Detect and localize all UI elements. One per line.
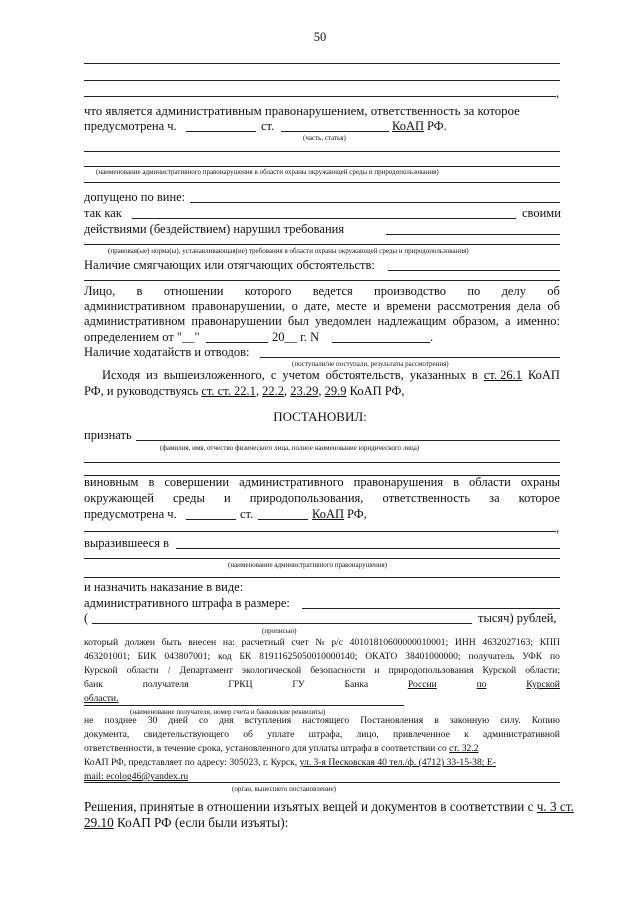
word: которого xyxy=(244,284,292,298)
word: административном xyxy=(84,299,186,313)
word: позднее xyxy=(104,715,137,726)
caption: (поступали/не поступали, результаты рассмотрения) xyxy=(292,360,449,368)
koap-link[interactable]: КоАП xyxy=(312,507,345,521)
word: виновным xyxy=(84,475,139,489)
word: со xyxy=(198,715,209,726)
word: природопользования, xyxy=(249,491,364,505)
justified-line xyxy=(84,679,560,691)
word: не xyxy=(84,715,94,726)
caption: (часть, статья) xyxy=(303,134,346,142)
word: штрафа, xyxy=(308,729,343,740)
caption: (фамилия, имя, отчество физического лица, полное наименование юридического лица) xyxy=(160,444,420,452)
word: / xyxy=(167,665,171,676)
blank-line xyxy=(84,80,560,81)
word: быть xyxy=(161,637,182,648)
word: расчетный xyxy=(241,637,285,648)
word: код xyxy=(218,651,232,662)
word: рассмотрения xyxy=(437,299,511,313)
justified-line xyxy=(102,368,560,382)
article-link[interactable]: 29.10 xyxy=(84,815,114,830)
text-line: тысяч) рублей, xyxy=(478,611,557,625)
word: лицо, xyxy=(356,729,379,740)
address-link[interactable]: ул. 3-я Песковская 40 тел./ф. (4712) 33-15-38; E- xyxy=(299,757,496,768)
text-line: выразившееся в xyxy=(84,536,169,550)
blank-line xyxy=(84,96,556,97)
word: в xyxy=(148,475,155,489)
section-heading: ПОСТАНОВИЛ: xyxy=(273,409,367,424)
justified-line xyxy=(84,284,560,298)
word: времени xyxy=(386,299,431,313)
blank-line xyxy=(84,705,404,706)
blank-line xyxy=(84,182,560,183)
petitions-field[interactable] xyxy=(260,357,560,358)
word: охраны xyxy=(520,475,560,489)
caption: (наименование получателя, номер счета и банковские реквизиты) xyxy=(130,708,326,716)
word: ведется xyxy=(312,284,353,298)
text-line: так как xyxy=(84,206,122,220)
word: которое xyxy=(518,491,560,505)
word: документа, xyxy=(84,729,130,740)
word: Копию xyxy=(531,715,560,726)
word: который xyxy=(84,637,119,648)
text-line: 20__ г. N xyxy=(272,330,320,344)
word: окружающей xyxy=(84,491,154,505)
text-line: ст. xyxy=(261,119,275,133)
word-link[interactable]: по xyxy=(476,679,487,690)
word: в xyxy=(453,475,460,489)
word: правонарушении, xyxy=(191,299,286,313)
blank-line xyxy=(84,531,556,532)
word-link[interactable]: Курской xyxy=(526,679,560,690)
text-line: действиями (бездействием) нарушил требования xyxy=(84,222,345,236)
word: КоАП xyxy=(527,368,560,382)
word: об xyxy=(547,299,560,313)
word: об xyxy=(547,284,560,298)
text-line: РФ. xyxy=(427,119,447,133)
word: из xyxy=(146,368,158,382)
article-field[interactable] xyxy=(281,131,389,132)
text-line: признать xyxy=(84,428,132,442)
blank-line xyxy=(84,577,560,578)
word: силу. xyxy=(500,715,521,726)
number-field[interactable] xyxy=(332,342,430,343)
word: вступления xyxy=(244,715,292,726)
word: свидетельствующего xyxy=(143,729,229,740)
word: законную xyxy=(449,715,490,726)
word: об xyxy=(243,729,253,740)
justified-line xyxy=(84,665,560,677)
word: 043807001; xyxy=(164,651,211,662)
separator: , xyxy=(255,384,263,398)
word: а xyxy=(504,314,511,328)
justified-line xyxy=(84,314,560,328)
text-line: административного штрафа в размере: xyxy=(84,596,290,610)
word: экологической xyxy=(241,665,302,676)
word: уплате xyxy=(267,729,295,740)
word: области xyxy=(469,475,511,489)
word: ГУ xyxy=(292,679,305,690)
word-link[interactable]: области. xyxy=(84,693,119,704)
text-line: ( xyxy=(84,611,89,625)
word: 40101810600000010001; xyxy=(349,637,449,648)
text-span: ответственности, в течение срока, установленного для уплаты штрафа в соответствии со xyxy=(84,743,450,754)
word: в xyxy=(434,715,439,726)
word: к xyxy=(464,729,469,740)
text-line xyxy=(84,815,288,830)
word: делу xyxy=(501,284,526,298)
word: Исходя xyxy=(102,368,141,382)
separator: , xyxy=(318,384,325,398)
text-line: что является административным правонарушением, ответственность за которое xyxy=(84,104,520,118)
word: 38401000000; xyxy=(405,651,461,662)
justified-line xyxy=(84,729,560,741)
word: ответственность xyxy=(382,491,471,505)
text-line xyxy=(84,384,405,398)
word: дате, xyxy=(304,299,330,313)
article-link[interactable]: 22.2 xyxy=(262,384,284,398)
text-line: допущено по вине: xyxy=(84,190,186,204)
word: УФК xyxy=(522,651,543,662)
word: образом, xyxy=(452,314,499,328)
reason-field[interactable] xyxy=(132,218,516,219)
text-line xyxy=(84,743,479,755)
text-line: и назначить наказание в виде: xyxy=(84,580,244,594)
word: совершении xyxy=(164,475,230,489)
text-line: определением от "__" xyxy=(84,330,200,344)
text-line: предусмотрена ч. xyxy=(84,119,177,133)
word: административном xyxy=(84,314,186,328)
word: банк xyxy=(84,679,103,690)
word: в xyxy=(136,284,143,298)
word: 4632027163; xyxy=(482,637,534,648)
word: с xyxy=(270,368,277,382)
word: настоящего xyxy=(302,715,350,726)
word: надлежащим xyxy=(377,314,447,328)
word: 81911625050010000140; xyxy=(259,651,358,662)
blank-line xyxy=(84,151,560,152)
word: был xyxy=(287,314,309,328)
word: ИНН xyxy=(454,637,476,648)
word: месте xyxy=(336,299,367,313)
word: за xyxy=(489,491,500,505)
article-link[interactable]: ч. 3 ст. xyxy=(536,799,574,814)
text-line xyxy=(84,799,574,814)
word: обстоятельств, xyxy=(325,368,404,382)
word: внесен xyxy=(188,637,217,648)
text-span: КоАП РФ, xyxy=(349,384,405,398)
text-line: Наличие смягчающих или отягчающих обстоятельств: xyxy=(84,258,375,272)
word: ГРКЦ xyxy=(228,679,253,690)
comma: , xyxy=(556,521,560,535)
word: должен xyxy=(124,637,155,648)
word: дня xyxy=(219,715,234,726)
word: дела xyxy=(517,299,541,313)
caption: (правовая(ые) норма(ы), устанавливающая(ие) требования в области охраны окружающей среды и природопользования) xyxy=(108,247,469,255)
word: области; xyxy=(525,665,560,676)
page-number: 50 xyxy=(313,30,327,44)
part-field[interactable] xyxy=(186,519,236,520)
article-link[interactable]: ст. 26.1 xyxy=(483,368,522,382)
word: среды xyxy=(172,491,205,505)
blank-line xyxy=(84,782,560,783)
word: счет xyxy=(291,637,309,648)
blank-line xyxy=(84,166,560,167)
word: безопасности xyxy=(310,665,366,676)
text-line: РФ, xyxy=(347,507,367,521)
word: указанных xyxy=(409,368,466,382)
caption: (наименование административного правонарушения в области охраны окружающей среды и природопользования) xyxy=(96,168,439,176)
text-line: ст. xyxy=(240,507,254,521)
word: по xyxy=(549,651,560,662)
word: Постановления xyxy=(360,715,424,726)
justified-line xyxy=(84,299,560,313)
article-link[interactable]: 23.29 xyxy=(290,384,319,398)
word: области xyxy=(126,665,159,676)
word: № xyxy=(315,637,325,648)
text-line: своими xyxy=(522,206,561,220)
word: Курской xyxy=(482,665,517,676)
word: Лицо, xyxy=(84,284,116,298)
word: Департамент xyxy=(179,665,233,676)
word: природопользования xyxy=(388,665,474,676)
word: правонарушения xyxy=(353,475,444,489)
word: производство xyxy=(374,284,447,298)
word: привлеченное xyxy=(393,729,450,740)
word: в xyxy=(471,368,478,382)
word: именно: xyxy=(516,314,560,328)
text-line xyxy=(84,757,496,769)
offense-field[interactable] xyxy=(176,548,560,549)
separator: , xyxy=(283,384,291,398)
word: на: xyxy=(222,637,235,648)
caption: (прописью) xyxy=(262,627,297,635)
word: 30 xyxy=(147,715,158,726)
circumstances-field[interactable] xyxy=(388,270,560,271)
period: . xyxy=(430,330,434,344)
justified-line xyxy=(84,491,560,505)
word: и xyxy=(223,491,231,505)
text-span: КоАП РФ (если были изъяты): xyxy=(113,815,289,830)
caption: (орган, вынесшего постановление) xyxy=(232,785,336,793)
word: р/с xyxy=(331,637,343,648)
requirements-field[interactable] xyxy=(386,234,560,235)
article-link[interactable]: 29.9 xyxy=(324,384,347,398)
part-field[interactable] xyxy=(186,131,256,132)
blank-line xyxy=(84,462,560,463)
text-line: предусмотрена ч. xyxy=(84,507,177,521)
blank-line xyxy=(84,280,560,281)
word: БИК xyxy=(137,651,157,662)
word: отношении xyxy=(163,284,224,298)
word: по xyxy=(467,284,481,298)
text-line: Наличие ходатайств и отводов: xyxy=(84,345,250,359)
word: правонарушении xyxy=(191,314,282,328)
blank-line xyxy=(84,63,560,64)
justified-line xyxy=(84,651,560,663)
text-span: Решения, принятые в отношении изъятых вещей и документов в соответствии с xyxy=(84,799,537,814)
text-span: РФ, и руководствуясь xyxy=(84,384,199,398)
fine-amount-field[interactable] xyxy=(302,608,560,609)
word-link[interactable]: России xyxy=(407,679,437,690)
word: административной xyxy=(483,729,560,740)
word: вышеизложенного, xyxy=(163,368,265,382)
comma: , xyxy=(556,86,560,100)
word: уведомлен xyxy=(315,314,372,328)
word: Банка xyxy=(344,679,369,690)
word: получателя xyxy=(142,679,189,690)
word: о xyxy=(291,299,298,313)
fine-words-field[interactable] xyxy=(92,623,472,624)
guilt-field[interactable] xyxy=(190,202,560,203)
koap-link[interactable]: КоАП xyxy=(392,119,425,133)
word: учетом xyxy=(282,368,320,382)
person-field[interactable] xyxy=(136,440,560,441)
word: административного xyxy=(239,475,344,489)
word: и xyxy=(373,299,380,313)
article-link[interactable]: ст. ст. 22.1 xyxy=(201,384,256,398)
word: Курской xyxy=(84,665,118,676)
blank-line xyxy=(84,244,560,245)
word: дней xyxy=(168,715,188,726)
justified-line xyxy=(84,637,560,649)
word: КПП xyxy=(539,637,560,648)
caption: (наименование административного правонарушения) xyxy=(228,561,388,569)
word: БК xyxy=(239,651,252,662)
justified-line xyxy=(84,475,560,489)
email-link[interactable]: mail: ecolog46@yandex.ru xyxy=(84,771,189,782)
date-field[interactable] xyxy=(206,342,268,343)
word: и xyxy=(374,665,380,676)
word: ОКАТО xyxy=(365,651,398,662)
text-span: КоАП РФ, представляет по адресу: 305023, г. Курск, xyxy=(84,757,300,768)
blank-line xyxy=(84,558,560,559)
justified-line xyxy=(84,715,560,727)
article-link[interactable]: ст. 32.2 xyxy=(449,743,479,754)
word: получатель xyxy=(468,651,515,662)
word: 463201001; xyxy=(84,651,130,662)
article-field[interactable] xyxy=(258,519,308,520)
